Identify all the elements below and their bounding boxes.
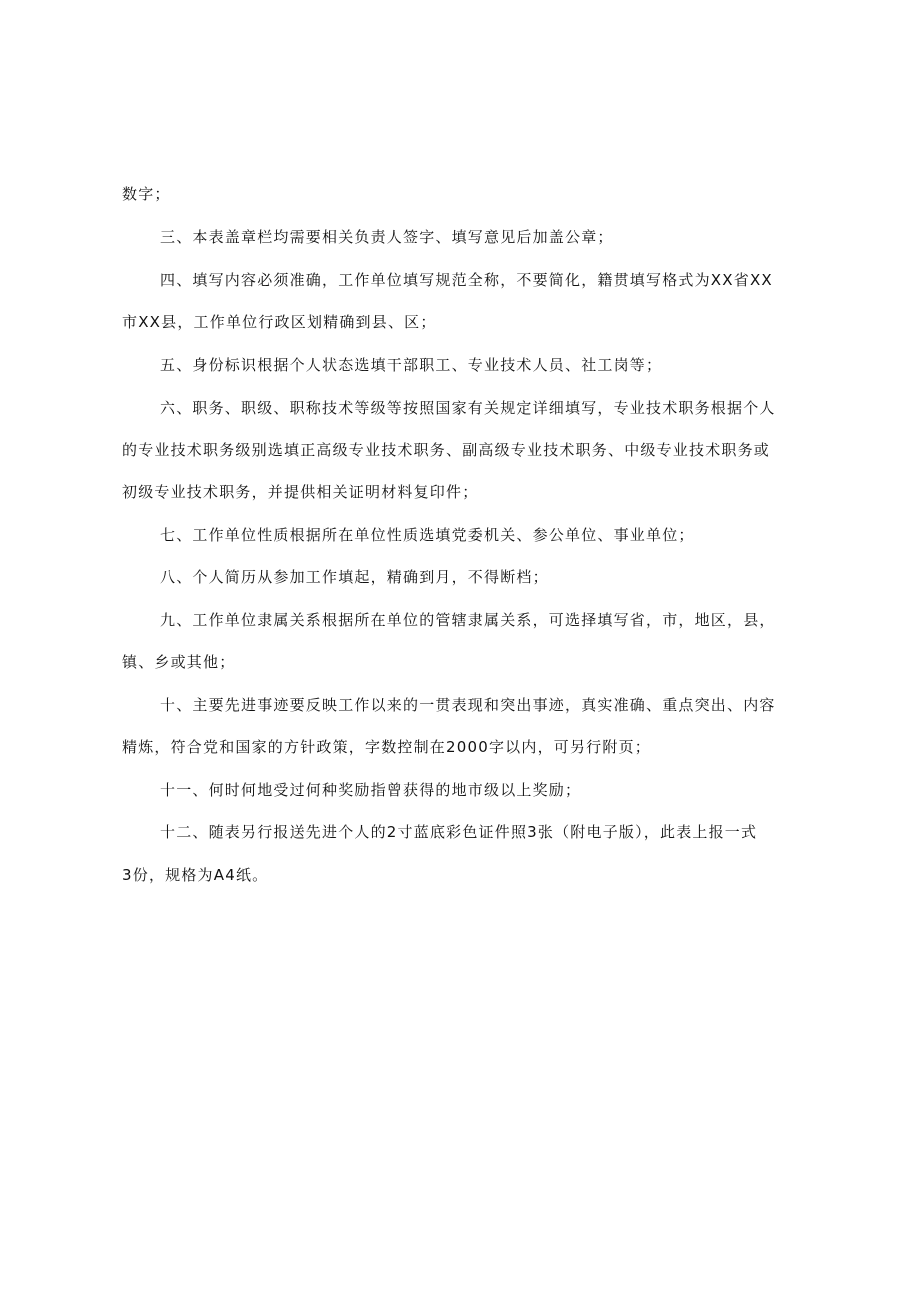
text-line: 精炼，符合党和国家的方针政策，字数控制在2000字以内，可另行附页； <box>122 738 651 756</box>
text-line: 五、身份标识根据个人状态选填干部职工、专业技术人员、社工岗等； <box>160 356 663 374</box>
text-line: 市XX县，工作单位行政区划精确到县、区； <box>122 313 437 331</box>
text-line: 的专业技术职务级别选填正高级专业技术职务、副高级专业技术职务、中级专业技术职务或 <box>122 441 771 459</box>
text-line: 3份，规格为A4纸。 <box>122 866 269 884</box>
text-line: 六、职务、职级、职称技术等级等按照国家有关规定详细填写，专业技术职务根据个人 <box>160 399 776 417</box>
text-line: 三、本表盖章栏均需要相关负责人签字、填写意见后加盖公章； <box>160 228 614 246</box>
text-line: 九、工作单位隶属关系根据所在单位的管辖隶属关系，可选择填写省，市，地区，县， <box>160 611 776 629</box>
text-line: 十、主要先进事迹要反映工作以来的一贯表现和突出事迹，真实准确、重点突出、内容 <box>160 696 776 714</box>
text-line: 初级专业技术职务，并提供相关证明材料复印件； <box>122 483 479 501</box>
text-line: 四、填写内容必须准确，工作单位填写规范全称，不要简化，籍贯填写格式为XX省XX <box>160 271 773 289</box>
text-line: 数字； <box>122 185 171 203</box>
text-line: 十一、何时何地受过何种奖励指曾获得的地市级以上奖励； <box>160 781 582 799</box>
text-line: 镇、乡或其他； <box>122 653 236 671</box>
text-line: 八、个人简历从参加工作填起，精确到月，不得断档； <box>160 568 549 586</box>
text-line: 十二、随表另行报送先进个人的2寸蓝底彩色证件照3张（附电子版），此表上报一式 <box>160 823 758 841</box>
text-line: 七、工作单位性质根据所在单位性质选填党委机关、参公单位、事业单位； <box>160 526 695 544</box>
